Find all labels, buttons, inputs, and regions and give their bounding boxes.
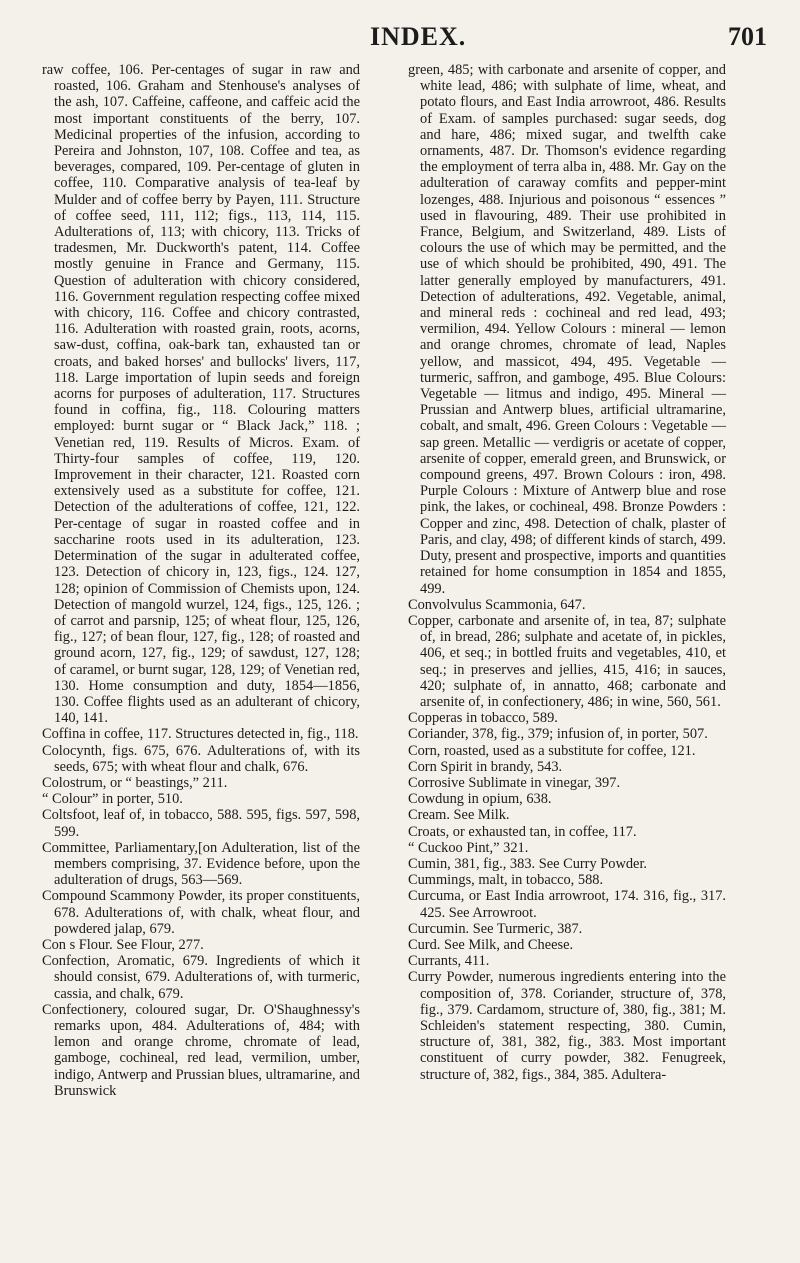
index-entry: Convolvulus Scammonia, 647.: [408, 596, 586, 613]
index-entry: Currants, 411.: [408, 953, 490, 970]
index-entry: Committee, Parliamentary,[on Adulteration, list of the members comprising, 37. Evidence before, upon the adulteration of drugs, 563—569.: [42, 839, 360, 889]
index-entry: Cream. See Milk.: [408, 807, 510, 824]
page-number: 701: [728, 22, 767, 51]
page-header: [0, 12, 800, 60]
index-entry: Confectionery, coloured sugar, Dr. O'Shaughnessy's remarks upon, 484. Adulterations of, 484; with lemon and orange chrome, chromate of lead, gamboge, cochineal, red lead, vermilion, umber, indigo, Antwerp and Prussian blues, ultramarine, and Brunswick: [42, 1001, 360, 1099]
index-entry: Colocynth, figs. 675, 676. Adulterations of, with its seeds, 675; with wheat flour and chalk, 676.: [42, 742, 360, 775]
index-column-right: [408, 62, 726, 1083]
index-entry: Copperas in tobacco, 589.: [408, 710, 558, 727]
index-entry: raw coffee, 106. Per-centages of sugar in raw and roasted, 106. Graham and Stenhouse's analyses of the ash, 107. Caffeine, caffeone, and caffeic acid the most important constituents of the berry, 107. Medicinal properties of the infusion, according to Pereira and Johnston, 107, 108. Coffee and tea, as beverages, compared, 109. Per-centage of gluten in coffee, 110. Comparative analysis of tea-leaf by Mulder and of coffee berry by Payen, 111. Structure of coffee seed, 111, 112; figs., 113, 114, 115. Adulterations of, 113; with chicory, 113. Tricks of tradesmen, Mr. Duckworth's patent, 114. Coffee mostly genuine in France and Germany, 115. Question of adulteration with chicory considered, 116. Government regulation respecting coffee mixed with chicory, 116. Coffee and chicory contrasted, 116. Adulteration with roasted grain, roots, acorns, saw-dust, coffina, oak-bark tan, exhausted tan or croats, and baked horses' and bullocks' livers, 117, 118. Large importation of lupin seeds and foreign acorns for purposes of adulteration, 117. Structures found in coffina, fig., 118. Colouring matters employed: burnt sugar or “ Black Jack,” 118. ; Venetian red, 119. Results of Micros. Exam. of Thirty-four samples of coffee, 119, 120. Improvement in their character, 121. Roasted corn extensively used as a substitute for coffee, 121. Detection of the adulterations of coffee, 121, 122. Per-centage of sugar in roasted coffee and in saccharine roots used in its adulteration, 123. Determination of the sugar in adulterated coffee, 123. Detection of chicory in, 123, figs., 124. 127, 128; opinion of Commission of Chemists upon, 124. Detection of mangold wurzel, 124, figs., 125, 126. ; of carrot and parsnip, 125; of wheat flour, 125, 126, fig., 127; of bean flour, 127, fig., 128; of roasted and ground acorn, 127, fig., 129; of sawdust, 127, 128; of caramel, or burnt sugar, 128, 129; of Venetian red, 130. Home consumption and duty, 1854—1856, 130. Coffee flights used as an adulterant of chicory, 140, 141.: [42, 62, 360, 727]
index-entry: Corrosive Sublimate in vinegar, 397.: [408, 774, 621, 791]
index-entry: Copper, carbonate and arsenite of, in tea, 87; sulphate of, in bread, 286; sulphate and acetate of, in pickles, 406, et seq.; in bottled fruits and vegetables, 410, et seq.; in preserves and jellies, 415, 416; in sauces, 420; sulphate of, in annatto, 468; carbonate and arsenite of, in confectionery, 486; in wine, 560, 561.: [408, 612, 726, 710]
index-entry: Curry Powder, numerous ingredients entering into the composition of, 378. Coriander, structure of, 378, fig., 379. Cardamom, structure of, 380, fig., 381; M. Schleiden's statement respecting, 380. Cumin, structure of, 381, 382, fig., 383. Most important constituent of curry powder, 382. Fenugreek, structure of, 382, figs., 384, 385. Adultera-: [408, 969, 726, 1083]
index-entry: Corn Spirit in brandy, 543.: [408, 758, 563, 775]
index-entry: Colostrum, or “ beastings,” 211.: [42, 774, 228, 791]
index-entry: Curd. See Milk, and Cheese.: [408, 936, 574, 953]
index-entry: “ Colour” in porter, 510.: [42, 791, 183, 808]
index-entry: Con s Flour. See Flour, 277.: [42, 936, 204, 953]
index-entry: Confection, Aromatic, 679. Ingredients of which it should consist, 679. Adulterations of, with turmeric, cassia, and chalk, 679.: [42, 953, 360, 1002]
index-entry: Cumin, 381, fig., 383. See Curry Powder.: [408, 855, 648, 872]
index-entry: “ Cuckoo Pint,” 321.: [408, 839, 529, 856]
index-entry: Curcuma, or East India arrowroot, 174. 316, fig., 317. 425. See Arrowroot.: [408, 888, 726, 921]
index-entry: Coffina in coffee, 117. Structures detected in, fig., 118.: [42, 726, 359, 743]
running-head: INDEX.: [370, 22, 467, 51]
index-entry: Cowdung in opium, 638.: [408, 791, 552, 808]
index-entry: Curcumin. See Turmeric, 387.: [408, 920, 583, 937]
index-column-left: [42, 62, 360, 1099]
index-entry: Croats, or exhausted tan, in coffee, 117.: [408, 823, 637, 840]
index-entry: Compound Scammony Powder, its proper constituents, 678. Adulterations of, with chalk, wheat flour, and powdered jalap, 679.: [42, 888, 360, 937]
index-entry: Coriander, 378, fig., 379; infusion of, in porter, 507.: [408, 726, 708, 743]
index-entry: Corn, roasted, used as a substitute for coffee, 121.: [408, 742, 696, 759]
index-entry: Coltsfoot, leaf of, in tobacco, 588. 595, figs. 597, 598, 599.: [42, 807, 360, 840]
index-entry: green, 485; with carbonate and arsenite of copper, and white lead, 486; with sulphate of lime, wheat, and potato flours, and East India arrowroot, 486. Results of Exam. of samples purchased: sugar seeds, dog and hare, 486; mixed sugar, and twelfth cake ornaments, 487. Dr. Thomson's evidence regarding the employment of terra alba in, 488. Mr. Gay on the adulteration of caraway comfits and pepper-mint lozenges, 488. Injurious and poisonous “ essences ” used in flavouring, 489. Their use prohibited in France, Belgium, and Switzerland, 489. Lists of colours the use of which may be permitted, and the use of which should be prohibited, 490, 491. The latter generally employed by manufacturers, 491. Detection of adulterations, 492. Vegetable, animal, and mineral reds : cochineal and red lead, 493; vermilion, 494. Yellow Colours : mineral — lemon and orange chromes, chromate of lead, Naples yellow, and massicot, 494, 495. Vegetable — turmeric, saffron, and gamboge, 495. Blue Colours: Vegetable — litmus and indigo, 495. Mineral — Prussian and Antwerp blues, artificial ultramarine, cobalt, and smalt, 496. Green Colours : Vegetable — sap green. Metallic — verdigris or acetate of copper, arsenite of copper, emerald green, and Brunswick, or compound greens, 497. Brown Colours : iron, 498. Purple Colours : Mixture of Antwerp blue and rose pink, the lakes, or cochineal, 498. Bronze Powders : Copper and zinc, 498. Detection of chalk, plaster of Paris, and clay, 498; of different kinds of starch, 499. Duty, present and prospective, imports and quantities retained for home consumption in 1854 and 1855, 499.: [408, 62, 726, 597]
index-entry: Cummings, malt, in tobacco, 588.: [408, 872, 604, 889]
